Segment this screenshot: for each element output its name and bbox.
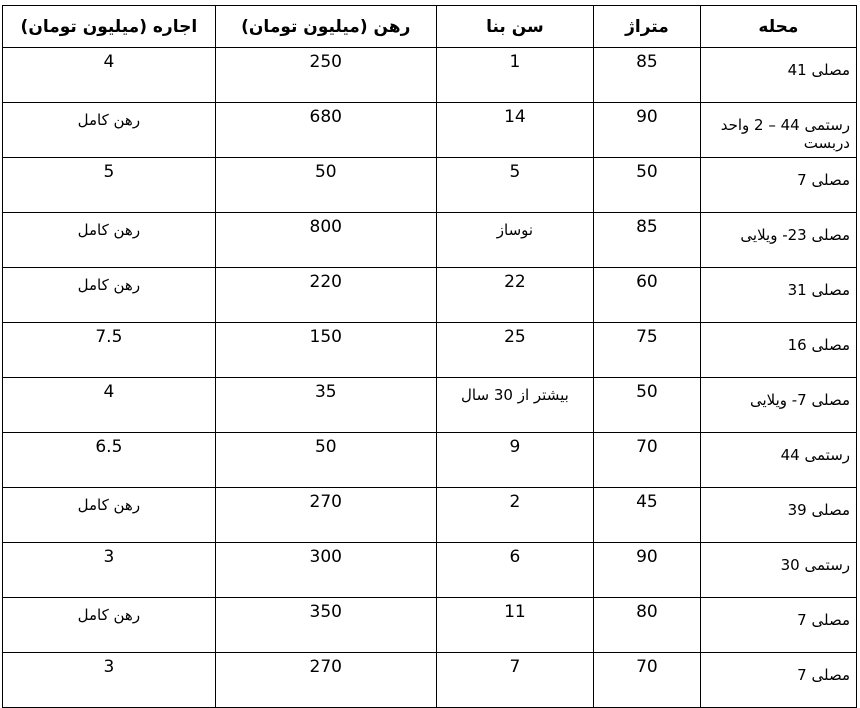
table-row [3, 213, 857, 268]
header-rent: اجاره (میلیون تومان) [3, 6, 216, 48]
cell-neighborhood: مصلی 31 [700, 268, 856, 323]
cell-rent: رهن کامل [3, 488, 216, 543]
cell-neighborhood: مصلی 7- ویلایی [700, 378, 856, 433]
cell-area: 50 [594, 158, 701, 213]
cell-age: 7 [436, 653, 593, 708]
table-row [3, 543, 857, 598]
cell-deposit: 150 [215, 323, 436, 378]
cell-deposit: 350 [215, 598, 436, 653]
cell-age: 2 [436, 488, 593, 543]
cell-area: 60 [594, 268, 701, 323]
cell-rent: 5 [3, 158, 216, 213]
cell-neighborhood: مصلی 16 [700, 323, 856, 378]
cell-rent: 4 [3, 378, 216, 433]
cell-neighborhood: مصلی 7 [700, 598, 856, 653]
cell-area: 90 [594, 543, 701, 598]
cell-neighborhood: رستمی 44 [700, 433, 856, 488]
cell-age: 25 [436, 323, 593, 378]
cell-neighborhood: مصلی 39 [700, 488, 856, 543]
cell-age: 6 [436, 543, 593, 598]
table-row [3, 598, 857, 653]
cell-neighborhood: مصلی 7 [700, 653, 856, 708]
cell-rent: رهن کامل [3, 268, 216, 323]
cell-rent: 3 [3, 653, 216, 708]
table-row [3, 48, 857, 103]
cell-area: 50 [594, 378, 701, 433]
cell-neighborhood: رستمی 30 [700, 543, 856, 598]
cell-neighborhood: رستمی 44 – 2 واحد دربست [700, 103, 856, 158]
cell-area: 70 [594, 433, 701, 488]
cell-age: نوساز [436, 213, 593, 268]
cell-rent: 4 [3, 48, 216, 103]
cell-rent: 3 [3, 543, 216, 598]
table-row [3, 103, 857, 158]
table-row [3, 488, 857, 543]
cell-area: 45 [594, 488, 701, 543]
table-row [3, 268, 857, 323]
table-row [3, 653, 857, 708]
cell-age: 1 [436, 48, 593, 103]
cell-deposit: 680 [215, 103, 436, 158]
cell-age: 14 [436, 103, 593, 158]
cell-deposit: 800 [215, 213, 436, 268]
cell-age: 9 [436, 433, 593, 488]
cell-age: 11 [436, 598, 593, 653]
header-area: متراژ [594, 6, 701, 48]
cell-area: 75 [594, 323, 701, 378]
cell-area: 85 [594, 48, 701, 103]
table-row [3, 433, 857, 488]
header-deposit: رهن (میلیون تومان) [215, 6, 436, 48]
cell-neighborhood: مصلی 7 [700, 158, 856, 213]
cell-deposit: 220 [215, 268, 436, 323]
table-row [3, 323, 857, 378]
cell-age: 22 [436, 268, 593, 323]
cell-rent: رهن کامل [3, 598, 216, 653]
cell-deposit: 50 [215, 158, 436, 213]
cell-deposit: 35 [215, 378, 436, 433]
header-age: سن بنا [436, 6, 593, 48]
cell-deposit: 270 [215, 488, 436, 543]
rental-listings-table [2, 5, 857, 708]
cell-deposit: 250 [215, 48, 436, 103]
cell-deposit: 270 [215, 653, 436, 708]
header-neighborhood: محله [700, 6, 856, 48]
cell-rent: 7.5 [3, 323, 216, 378]
header-row [3, 6, 857, 48]
cell-area: 85 [594, 213, 701, 268]
cell-deposit: 50 [215, 433, 436, 488]
cell-area: 70 [594, 653, 701, 708]
cell-rent: رهن کامل [3, 213, 216, 268]
cell-age: 5 [436, 158, 593, 213]
cell-neighborhood: مصلی 41 [700, 48, 856, 103]
cell-rent: 6.5 [3, 433, 216, 488]
cell-rent: رهن کامل [3, 103, 216, 158]
cell-neighborhood: مصلی 23- ویلایی [700, 213, 856, 268]
table-row [3, 158, 857, 213]
table-row [3, 378, 857, 433]
cell-age: بیشتر از 30 سال [436, 378, 593, 433]
cell-area: 80 [594, 598, 701, 653]
cell-deposit: 300 [215, 543, 436, 598]
cell-area: 90 [594, 103, 701, 158]
